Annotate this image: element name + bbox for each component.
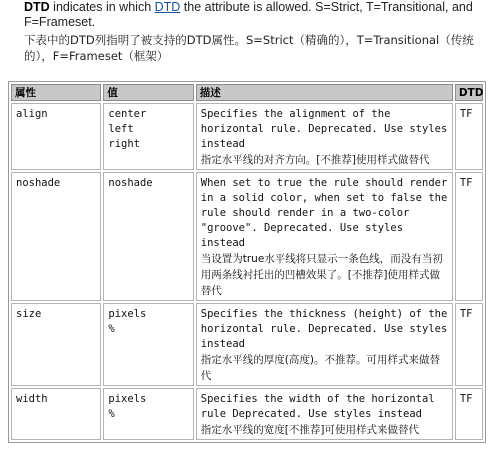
dtd-cell: TF — [455, 103, 483, 170]
description-chinese: 指定水平线的厚度(高度)。不推荐。可用样式来做替代 — [200, 354, 440, 382]
description-english: Specifies the thickness (height) of the horizontal rule. Deprecated. Use styles instead — [200, 308, 448, 350]
description-chinese: 指定水平线的对齐方向。[不推荐]使用样式做替代 — [200, 154, 430, 166]
table-row — [11, 103, 483, 170]
table-row — [11, 388, 483, 440]
table-header-row — [11, 84, 483, 101]
value-item: pixels — [108, 393, 147, 405]
value-item: right — [108, 138, 140, 150]
intro-text — [24, 0, 494, 64]
header-attribute: 属性 — [11, 84, 101, 101]
attr-cell: width — [11, 388, 101, 440]
value-item: % — [108, 323, 115, 335]
value-cell — [103, 388, 193, 440]
table-row — [11, 303, 483, 386]
value-item: noshade — [108, 177, 153, 189]
intro-mid-text: indicates in which — [49, 0, 155, 14]
value-item: left — [108, 123, 134, 135]
description-cell — [196, 303, 453, 386]
description-cell — [196, 388, 453, 440]
value-item: pixels — [108, 308, 147, 320]
attr-cell: noshade — [11, 172, 101, 301]
dtd-cell: TF — [455, 388, 483, 440]
description-english: When set to true the rule should render in a solid color, when set to false the rule should render in a two-color "groove". Deprecated. Use styles instead — [200, 177, 448, 249]
intro-english — [24, 0, 494, 30]
value-item: center — [108, 108, 147, 120]
description-english: Specifies the width of the horizontal rule Deprecated. Use styles instead — [200, 393, 435, 420]
description-cell — [196, 103, 453, 170]
description-chinese: 指定水平线的宽度[不推荐]可使用样式来做替代 — [200, 424, 419, 436]
description-chinese: 当设置为true水平线将只显示一条色线，而没有当初用两条线衬托出的凹槽效果了。[不推荐]使用样式做替代 — [200, 253, 443, 297]
dtd-link[interactable]: DTD — [154, 0, 181, 14]
intro-chinese: 下表中的DTD列指明了被支持的DTD属性。S=Strict（精确的），T=Transitional（传统的），F=Frameset（框架） — [24, 33, 474, 63]
value-cell — [103, 303, 193, 386]
header-dtd: DTD — [455, 84, 483, 101]
value-item: % — [108, 408, 115, 420]
dtd-label: DTD — [24, 0, 50, 14]
attr-cell: size — [11, 303, 101, 386]
dtd-cell: TF — [455, 303, 483, 386]
dtd-cell: TF — [455, 172, 483, 301]
header-description: 描述 — [196, 84, 453, 101]
table-row — [11, 172, 483, 301]
description-cell — [196, 172, 453, 301]
intro-rest-text: the attribute is allowed. S=Strict, T=Transitional, and F=Frameset. — [24, 0, 473, 29]
value-cell — [103, 103, 193, 170]
header-value: 值 — [103, 84, 193, 101]
attributes-table — [8, 81, 486, 443]
description-english: Specifies the alignment of the horizontal rule. Deprecated. Use styles instead — [200, 108, 448, 150]
attr-cell: align — [11, 103, 101, 170]
value-cell — [103, 172, 193, 301]
